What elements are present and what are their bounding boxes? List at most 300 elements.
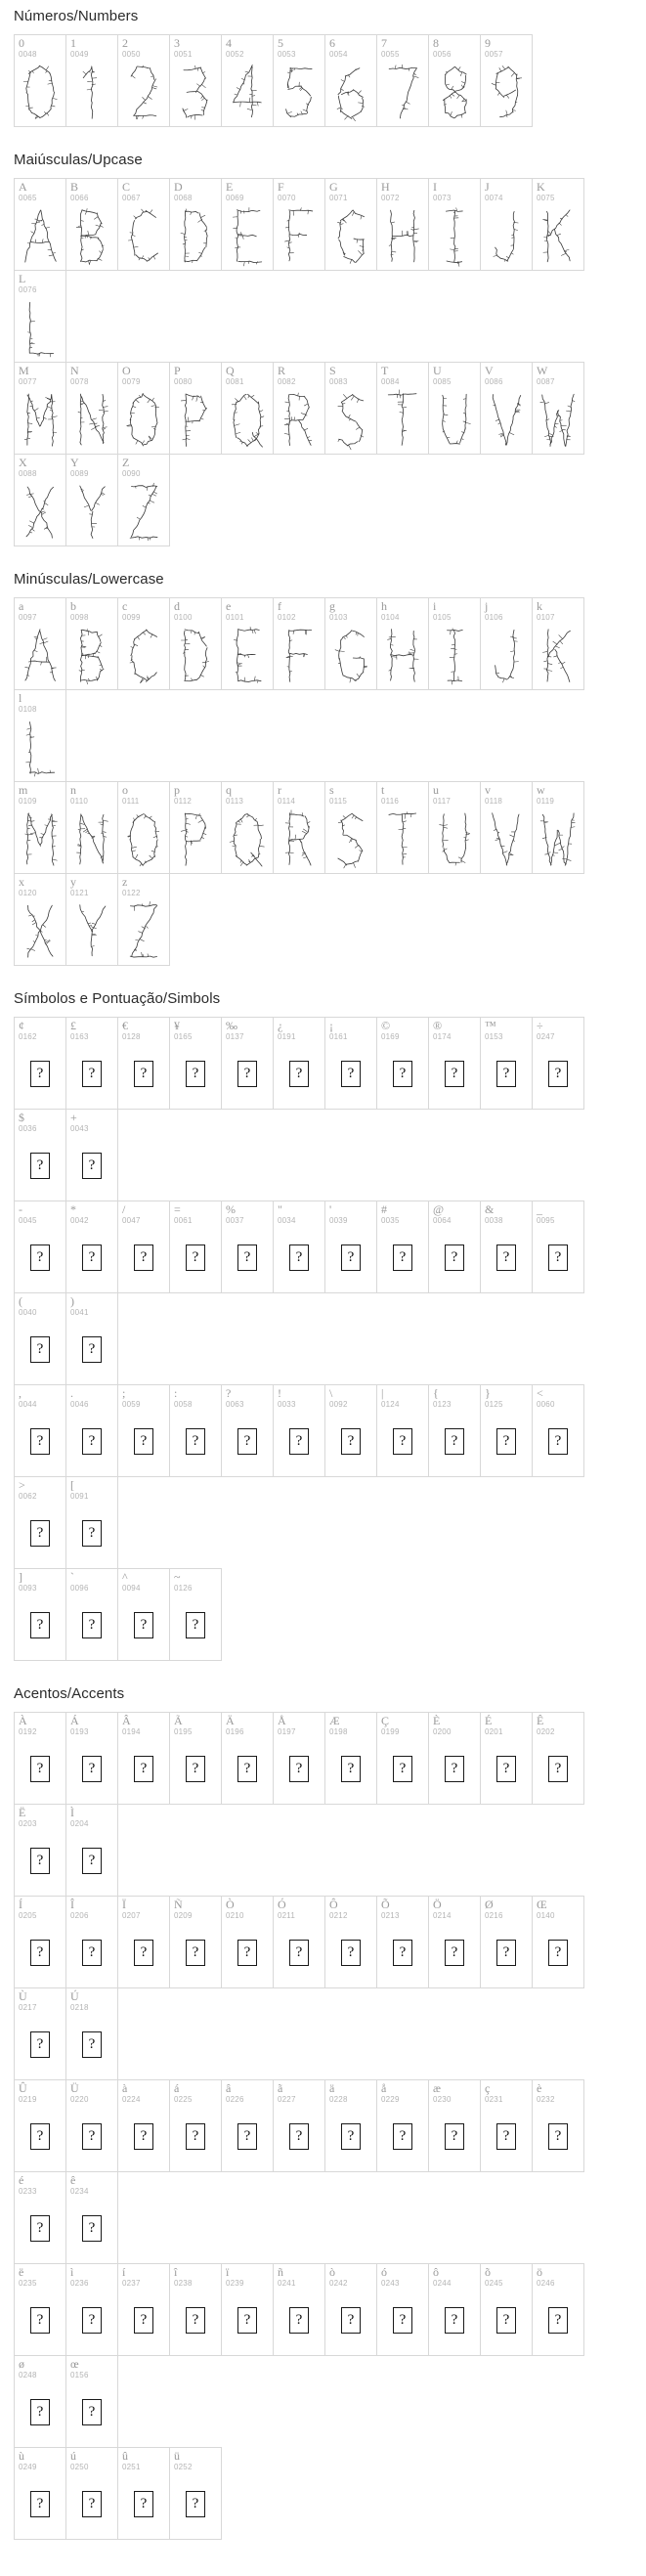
glyph-preview <box>325 808 376 869</box>
glyph-code-label: 0047 <box>122 1216 141 1225</box>
glyph-code-label: 0046 <box>70 1400 89 1409</box>
glyph-cell[interactable] <box>14 2447 66 2540</box>
glyph-cell[interactable] <box>117 873 170 966</box>
section-lowercase <box>0 563 646 965</box>
glyph-cell[interactable] <box>532 597 584 690</box>
glyph-cell[interactable] <box>324 781 377 874</box>
missing-glyph <box>222 2106 273 2167</box>
glyph-cell[interactable] <box>169 1896 222 1988</box>
missing-glyph <box>429 1738 480 1800</box>
glyph-row <box>14 1017 620 1201</box>
missing-glyph <box>325 1043 376 1105</box>
glyph-code-label: 0061 <box>174 1216 193 1225</box>
glyph-code-label: 0036 <box>19 1124 37 1133</box>
glyph-cell[interactable] <box>117 1201 170 1293</box>
missing-glyph-box: ? <box>445 1428 464 1455</box>
glyph-char-label: ™ <box>485 1019 496 1032</box>
glyph-cell[interactable] <box>480 781 533 874</box>
missing-glyph <box>325 1411 376 1472</box>
missing-glyph <box>15 1830 65 1892</box>
glyph-char-label: U <box>433 364 442 377</box>
glyph-cell[interactable] <box>117 1712 170 1805</box>
glyph-code-label: 0081 <box>226 377 244 386</box>
glyph-char-label: ì <box>70 2265 74 2279</box>
glyph-cell[interactable] <box>324 34 377 127</box>
glyph-cell[interactable] <box>324 2079 377 2172</box>
glyph-cell[interactable] <box>14 34 66 127</box>
glyph-cell[interactable] <box>221 781 274 874</box>
glyph-cell[interactable] <box>14 1568 66 1661</box>
glyph-cell[interactable] <box>169 34 222 127</box>
glyph-char-label: Ò <box>226 1898 235 1911</box>
glyph-cell[interactable] <box>117 1568 170 1661</box>
glyph-cell[interactable] <box>117 178 170 271</box>
glyph-cell[interactable] <box>376 1712 429 1805</box>
glyph-cell[interactable] <box>428 1712 481 1805</box>
missing-glyph <box>66 1594 117 1656</box>
missing-glyph-box: ? <box>445 2123 464 2150</box>
glyph-cell[interactable] <box>480 2263 533 2356</box>
missing-glyph <box>118 2473 169 2535</box>
glyph-cell[interactable] <box>65 178 118 271</box>
glyph-code-label: 0197 <box>278 1727 296 1736</box>
glyph-cell[interactable] <box>221 1017 274 1110</box>
glyph-cell[interactable] <box>65 2079 118 2172</box>
glyph-code-label: 0064 <box>433 1216 452 1225</box>
glyph-cell[interactable] <box>324 1384 377 1477</box>
glyph-code-label: 0065 <box>19 194 37 202</box>
glyph-cell[interactable] <box>65 2263 118 2356</box>
glyph-preview <box>429 624 480 685</box>
glyph-cell[interactable] <box>65 1476 118 1569</box>
glyph-char-label: ( <box>19 1294 22 1308</box>
glyph-cell[interactable] <box>273 1384 325 1477</box>
glyph-cell[interactable] <box>221 362 274 455</box>
glyph-cell[interactable] <box>428 1201 481 1293</box>
glyph-cell[interactable] <box>480 34 533 127</box>
glyph-cell[interactable] <box>117 1896 170 1988</box>
glyph-cell[interactable] <box>169 781 222 874</box>
glyph-cell[interactable] <box>376 2263 429 2356</box>
glyph-preview <box>222 61 273 122</box>
glyph-cell[interactable] <box>65 2355 118 2448</box>
glyph-cell[interactable] <box>532 781 584 874</box>
section-accents <box>0 1678 646 2539</box>
glyph-cell[interactable] <box>480 1017 533 1110</box>
glyph-cell[interactable] <box>14 270 66 363</box>
glyph-char-label: * <box>70 1202 76 1216</box>
glyph-char-label: ç <box>485 2081 491 2095</box>
glyph-char-label: q <box>226 783 232 797</box>
missing-glyph <box>533 2290 583 2351</box>
glyph-cell[interactable] <box>14 1017 66 1110</box>
glyph-char-label: E <box>226 180 234 194</box>
missing-glyph-box: ? <box>393 1940 412 1966</box>
glyph-cell[interactable] <box>65 1896 118 1988</box>
missing-glyph-box: ? <box>186 2123 205 2150</box>
glyph-char-label: p <box>174 783 180 797</box>
glyph-cell[interactable] <box>376 1384 429 1477</box>
missing-glyph-box: ? <box>496 1756 516 1782</box>
glyph-char-label: ò <box>329 2265 335 2279</box>
glyph-char-label: > <box>19 1478 25 1492</box>
glyph-preview <box>170 204 221 266</box>
glyph-cell[interactable] <box>169 2447 222 2540</box>
glyph-preview <box>15 624 65 685</box>
glyph-cell[interactable] <box>65 1017 118 1110</box>
glyph-cell[interactable] <box>480 1896 533 1988</box>
glyph-preview <box>118 480 169 542</box>
glyph-cell[interactable] <box>376 178 429 271</box>
glyph-cell[interactable] <box>117 34 170 127</box>
glyph-cell[interactable] <box>169 1712 222 1805</box>
glyph-cell[interactable] <box>480 1384 533 1477</box>
glyph-char-label: Ó <box>278 1898 286 1911</box>
glyph-cell[interactable] <box>273 178 325 271</box>
missing-glyph <box>533 1043 583 1105</box>
glyph-cell[interactable] <box>65 1804 118 1897</box>
glyph-cell[interactable] <box>532 1201 584 1293</box>
glyph-cell[interactable] <box>65 781 118 874</box>
glyph-row <box>14 1896 620 2079</box>
glyph-char-label: o <box>122 783 128 797</box>
glyph-cell[interactable] <box>117 2447 170 2540</box>
glyph-cell[interactable] <box>14 597 66 690</box>
glyph-cell[interactable] <box>324 1017 377 1110</box>
glyph-cell[interactable] <box>480 1712 533 1805</box>
glyph-cell[interactable] <box>273 1896 325 1988</box>
glyph-cell[interactable] <box>428 2263 481 2356</box>
glyph-preview <box>274 388 324 450</box>
glyph-code-label: 0124 <box>381 1400 400 1409</box>
glyph-preview <box>481 61 532 122</box>
glyph-cell[interactable] <box>376 1201 429 1293</box>
missing-glyph <box>481 1227 532 1288</box>
glyph-cell[interactable] <box>65 1568 118 1661</box>
missing-glyph <box>170 1227 221 1288</box>
glyph-cell[interactable] <box>117 2079 170 2172</box>
section-numbers <box>0 0 646 126</box>
glyph-cell[interactable] <box>169 178 222 271</box>
missing-glyph <box>377 1738 428 1800</box>
glyph-cell[interactable] <box>428 34 481 127</box>
glyph-cell[interactable] <box>117 362 170 455</box>
missing-glyph <box>66 1227 117 1288</box>
glyph-cell[interactable] <box>221 178 274 271</box>
glyph-cell[interactable] <box>14 178 66 271</box>
glyph-cell[interactable] <box>14 1987 66 2080</box>
glyph-cell[interactable] <box>65 1987 118 2080</box>
glyph-cell[interactable] <box>117 597 170 690</box>
glyph-code-label: 0062 <box>19 1492 37 1501</box>
glyph-preview <box>66 204 117 266</box>
glyph-cell[interactable] <box>169 2079 222 2172</box>
glyph-code-label: 0083 <box>329 377 348 386</box>
missing-glyph-box: ? <box>341 1940 361 1966</box>
glyph-cell[interactable] <box>532 178 584 271</box>
glyph-char-label: À <box>19 1714 27 1727</box>
glyph-cell[interactable] <box>532 1017 584 1110</box>
glyph-cell[interactable] <box>169 2263 222 2356</box>
glyph-cell[interactable] <box>480 362 533 455</box>
glyph-cell[interactable] <box>376 2079 429 2172</box>
missing-glyph-box: ? <box>186 1061 205 1087</box>
glyph-cell[interactable] <box>428 1384 481 1477</box>
glyph-cell[interactable] <box>169 1568 222 1661</box>
glyph-code-label: 0070 <box>278 194 296 202</box>
glyph-cell[interactable] <box>14 362 66 455</box>
glyph-cell[interactable] <box>14 2079 66 2172</box>
missing-glyph-box: ? <box>82 1612 102 1638</box>
glyph-preview <box>533 624 583 685</box>
missing-glyph-box: ? <box>186 2491 205 2517</box>
glyph-cell[interactable] <box>324 1896 377 1988</box>
glyph-char-label: A <box>19 180 27 194</box>
missing-glyph-box: ? <box>30 2031 50 2058</box>
glyph-code-label: 0218 <box>70 2003 89 2012</box>
glyph-char-label: . <box>70 1386 73 1400</box>
glyph-cell[interactable] <box>428 781 481 874</box>
glyph-cell[interactable] <box>376 34 429 127</box>
glyph-char-label: V <box>485 364 494 377</box>
glyph-char-label: X <box>19 456 27 469</box>
glyph-cell[interactable] <box>14 873 66 966</box>
glyph-code-label: 0234 <box>70 2187 89 2196</box>
glyph-cell[interactable] <box>532 2079 584 2172</box>
glyph-cell[interactable] <box>65 1201 118 1293</box>
glyph-row <box>14 781 620 873</box>
glyph-cell[interactable] <box>65 1292 118 1385</box>
glyph-char-label: å <box>381 2081 387 2095</box>
glyph-cell[interactable] <box>117 1384 170 1477</box>
glyph-code-label: 0110 <box>70 797 89 806</box>
glyph-code-label: 0212 <box>329 1911 348 1920</box>
glyph-cell[interactable] <box>117 454 170 546</box>
glyph-cell[interactable] <box>65 1384 118 1477</box>
glyph-cell[interactable] <box>65 362 118 455</box>
missing-glyph <box>429 1922 480 1984</box>
glyph-code-label: 0116 <box>381 797 400 806</box>
glyph-cell[interactable] <box>14 689 66 782</box>
glyph-code-label: 0059 <box>122 1400 141 1409</box>
glyph-code-label: 0051 <box>174 50 193 59</box>
glyph-char-label: z <box>122 875 128 889</box>
glyph-cell[interactable] <box>65 597 118 690</box>
glyph-char-label: 3 <box>174 36 180 50</box>
glyph-cell[interactable] <box>324 362 377 455</box>
missing-glyph <box>170 1922 221 1984</box>
glyph-cell[interactable] <box>14 2171 66 2264</box>
missing-glyph-box: ? <box>30 1848 50 1874</box>
glyph-code-label: 0203 <box>19 1819 37 1828</box>
glyph-cell[interactable] <box>14 1292 66 1385</box>
glyph-cell[interactable] <box>169 1017 222 1110</box>
glyph-code-label: 0249 <box>19 2463 37 2471</box>
glyph-cell[interactable] <box>14 1896 66 1988</box>
glyph-cell[interactable] <box>532 1712 584 1805</box>
glyph-cell[interactable] <box>273 597 325 690</box>
glyph-cell[interactable] <box>428 2079 481 2172</box>
glyph-code-label: 0232 <box>537 2095 555 2104</box>
glyph-code-label: 0039 <box>329 1216 348 1225</box>
glyph-cell[interactable] <box>169 362 222 455</box>
glyph-code-label: 0225 <box>174 2095 193 2104</box>
glyph-cell[interactable] <box>324 178 377 271</box>
glyph-preview <box>15 808 65 869</box>
glyph-cell[interactable] <box>65 873 118 966</box>
glyph-cell[interactable] <box>221 2079 274 2172</box>
missing-glyph <box>274 1043 324 1105</box>
glyph-code-label: 0089 <box>70 469 89 478</box>
glyph-cell[interactable] <box>221 2263 274 2356</box>
glyph-code-label: 0098 <box>70 613 89 622</box>
glyph-cell[interactable] <box>14 1476 66 1569</box>
glyph-char-label: ê <box>70 2173 76 2187</box>
glyph-preview <box>118 624 169 685</box>
glyph-cell[interactable] <box>428 178 481 271</box>
glyph-code-label: 0105 <box>433 613 452 622</box>
glyph-cell[interactable] <box>480 1201 533 1293</box>
glyph-char-label: F <box>278 180 284 194</box>
glyph-cell[interactable] <box>65 1712 118 1805</box>
glyph-preview <box>481 624 532 685</box>
glyph-code-label: 0114 <box>278 797 296 806</box>
glyph-code-label: 0087 <box>537 377 555 386</box>
missing-glyph-box: ? <box>30 1940 50 1966</box>
glyph-cell[interactable] <box>480 2079 533 2172</box>
glyph-cell[interactable] <box>14 1201 66 1293</box>
glyph-char-label: \ <box>329 1386 333 1400</box>
glyph-char-label: d <box>174 599 180 613</box>
glyph-cell[interactable] <box>65 454 118 546</box>
missing-glyph <box>429 2290 480 2351</box>
glyph-cell[interactable] <box>65 34 118 127</box>
glyph-cell[interactable] <box>14 1384 66 1477</box>
glyph-cell[interactable] <box>273 1201 325 1293</box>
glyph-cell[interactable] <box>169 1384 222 1477</box>
glyph-cell[interactable] <box>14 781 66 874</box>
glyph-code-label: 0233 <box>19 2187 37 2196</box>
glyph-cell[interactable] <box>14 1109 66 1201</box>
missing-glyph <box>429 2106 480 2167</box>
glyph-cell[interactable] <box>376 1017 429 1110</box>
glyph-cell[interactable] <box>376 1896 429 1988</box>
glyph-cell[interactable] <box>117 2263 170 2356</box>
glyph-cell[interactable] <box>169 597 222 690</box>
glyph-code-label: 0099 <box>122 613 141 622</box>
glyph-cell[interactable] <box>376 781 429 874</box>
glyph-code-label: 0161 <box>329 1032 348 1041</box>
glyph-char-label: õ <box>485 2265 491 2279</box>
glyph-code-label: 0107 <box>537 613 555 622</box>
glyph-cell[interactable] <box>428 1017 481 1110</box>
glyph-cell[interactable] <box>14 1712 66 1805</box>
glyph-cell[interactable] <box>324 1712 377 1805</box>
glyph-cell[interactable] <box>117 781 170 874</box>
glyph-cell[interactable] <box>376 597 429 690</box>
missing-glyph-box: ? <box>186 1756 205 1782</box>
glyph-cell[interactable] <box>221 597 274 690</box>
missing-glyph <box>66 2473 117 2535</box>
glyph-code-label: 0201 <box>485 1727 503 1736</box>
glyph-preview <box>429 61 480 122</box>
glyph-cell[interactable] <box>14 454 66 546</box>
glyph-cell[interactable] <box>273 2079 325 2172</box>
glyph-cell[interactable] <box>273 34 325 127</box>
missing-glyph <box>15 1043 65 1105</box>
glyph-char-label: ' <box>329 1202 332 1216</box>
glyph-code-label: 0200 <box>433 1727 452 1736</box>
glyph-cell[interactable] <box>532 362 584 455</box>
glyph-cell[interactable] <box>428 362 481 455</box>
glyph-preview <box>15 204 65 266</box>
missing-glyph-box: ? <box>134 1061 153 1087</box>
glyph-cell[interactable] <box>221 1384 274 1477</box>
glyph-cell[interactable] <box>14 2263 66 2356</box>
glyph-cell[interactable] <box>221 1712 274 1805</box>
glyph-char-label: C <box>122 180 131 194</box>
glyph-code-label: 0192 <box>19 1727 37 1736</box>
glyph-cell[interactable] <box>65 2171 118 2264</box>
glyph-code-label: 0211 <box>278 1911 296 1920</box>
glyph-cell[interactable] <box>273 1017 325 1110</box>
glyph-preview <box>118 388 169 450</box>
glyph-char-label: i <box>433 599 437 613</box>
glyph-cell[interactable] <box>273 2263 325 2356</box>
glyph-preview <box>274 61 324 122</box>
glyph-preview <box>118 61 169 122</box>
missing-glyph-box: ? <box>393 1244 412 1271</box>
glyph-cell[interactable] <box>324 2263 377 2356</box>
glyph-cell[interactable] <box>221 1896 274 1988</box>
missing-glyph-box: ? <box>496 1940 516 1966</box>
glyph-cell[interactable] <box>221 34 274 127</box>
glyph-cell[interactable] <box>324 1201 377 1293</box>
glyph-cell[interactable] <box>117 1017 170 1110</box>
glyph-code-label: 0052 <box>226 50 244 59</box>
glyph-char-label: P <box>174 364 181 377</box>
glyph-code-label: 0090 <box>122 469 141 478</box>
glyph-cell[interactable] <box>324 597 377 690</box>
glyph-cell[interactable] <box>65 1109 118 1201</box>
glyph-cell[interactable] <box>65 2447 118 2540</box>
glyph-cell[interactable] <box>14 2355 66 2448</box>
glyph-cell[interactable] <box>273 781 325 874</box>
glyph-cell[interactable] <box>428 1896 481 1988</box>
glyph-cell[interactable] <box>273 362 325 455</box>
glyph-cell[interactable] <box>221 1201 274 1293</box>
missing-glyph-box: ? <box>289 2307 309 2334</box>
glyph-char-label: é <box>19 2173 24 2187</box>
glyph-code-label: 0073 <box>433 194 452 202</box>
glyph-code-label: 0111 <box>122 797 140 806</box>
glyph-code-label: 0100 <box>174 613 193 622</box>
glyph-cell[interactable] <box>532 2263 584 2356</box>
glyph-cell[interactable] <box>273 1712 325 1805</box>
glyph-cell[interactable] <box>532 1896 584 1988</box>
glyph-code-label: 0033 <box>278 1400 296 1409</box>
glyph-code-label: 0196 <box>226 1727 244 1736</box>
glyph-cell[interactable] <box>428 597 481 690</box>
glyph-cell[interactable] <box>376 362 429 455</box>
glyph-cell[interactable] <box>532 1384 584 1477</box>
glyph-cell[interactable] <box>169 1201 222 1293</box>
glyph-cell[interactable] <box>14 1804 66 1897</box>
glyph-code-label: 0038 <box>485 1216 503 1225</box>
glyph-code-label: 0082 <box>278 377 296 386</box>
glyph-cell[interactable] <box>480 597 533 690</box>
glyph-cell[interactable] <box>480 178 533 271</box>
